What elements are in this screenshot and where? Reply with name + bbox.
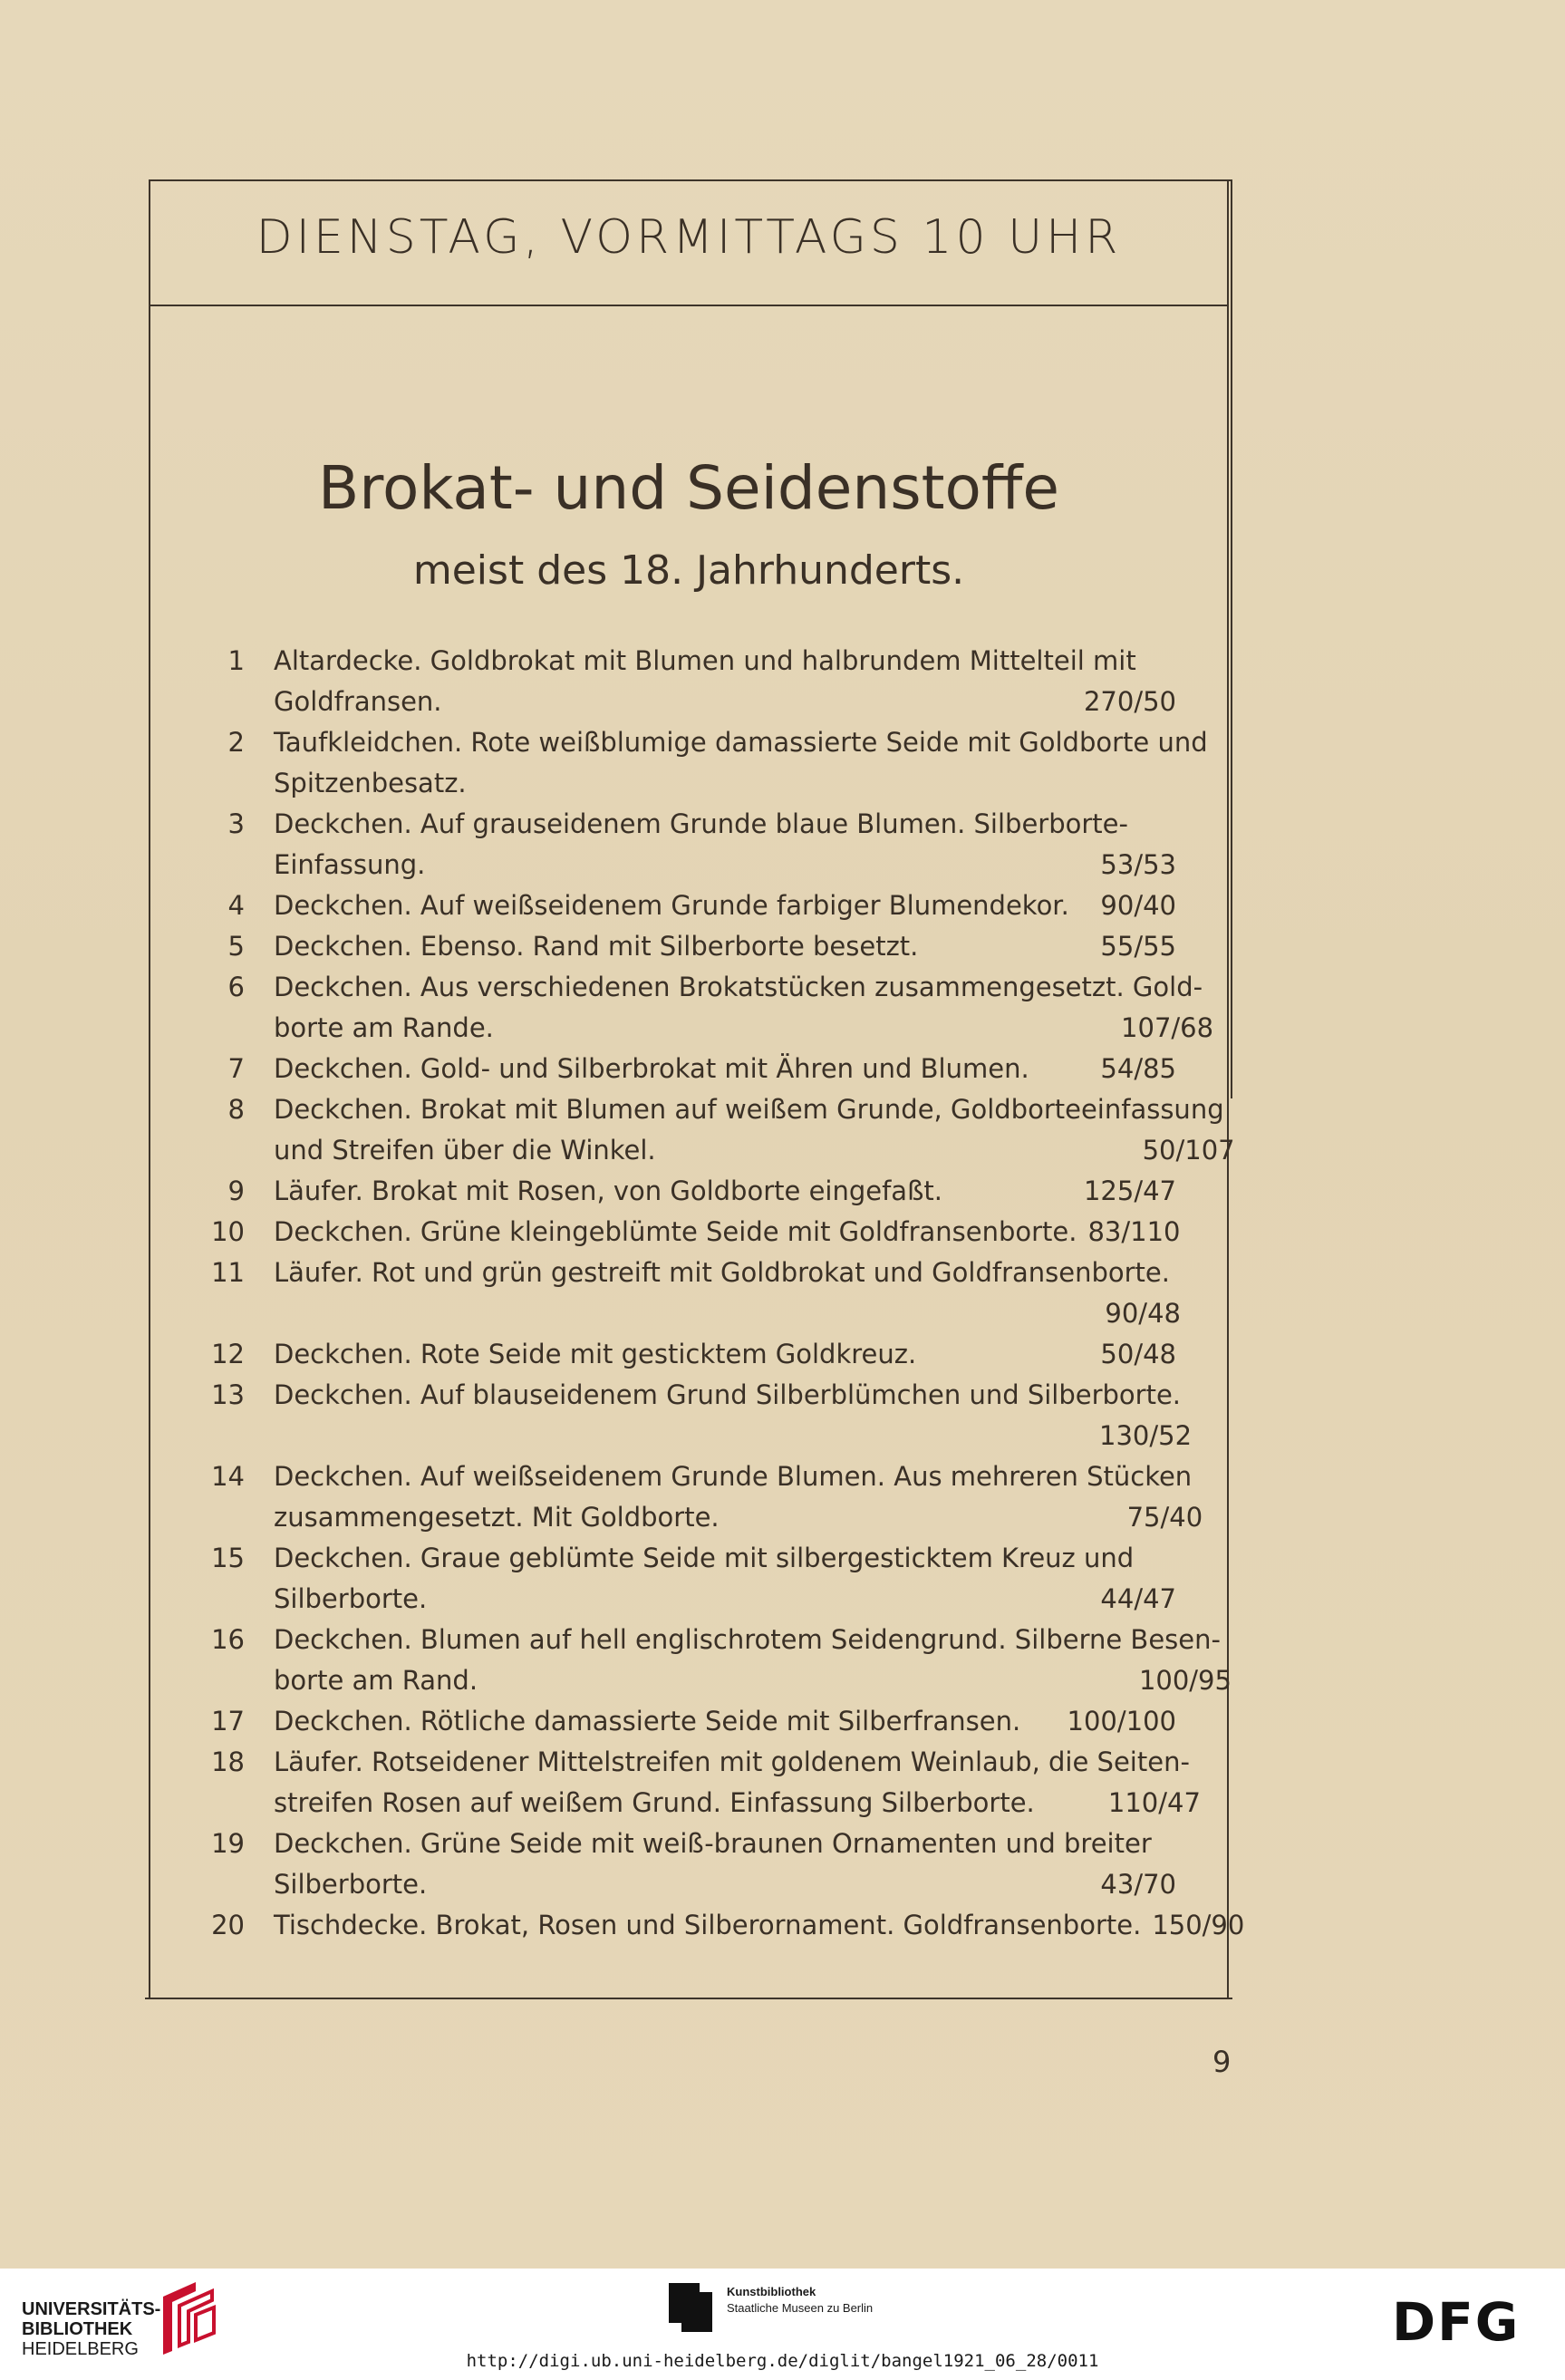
lot-line: [274, 1334, 1176, 1375]
lot-line-text: Läufer. Rotseidener Mittelstreifen mit goldenem Weinlaub, die Seiten-: [274, 1746, 1190, 1777]
lot-item: [181, 641, 1176, 722]
lot-number: 4: [227, 890, 245, 921]
lot-line-text: Deckchen. Aus verschiedenen Brokatstücken zusammengesetzt. Gold-: [274, 972, 1203, 1002]
lot-number: 1: [227, 645, 245, 676]
lot-description: [274, 1089, 1235, 1171]
lot-description: [274, 967, 1213, 1049]
lot-line-text: und Streifen über die Winkel.: [274, 1135, 656, 1166]
lot-item: [181, 1456, 1203, 1538]
lot-line: [274, 1660, 1232, 1701]
lot-price: 43/70: [1100, 1869, 1176, 1900]
lot-number: 3: [227, 808, 245, 839]
lot-line-text: Silberborte.: [274, 1869, 428, 1900]
lot-item: [181, 1701, 1176, 1742]
lot-price: 50/107: [1142, 1135, 1235, 1166]
lot-item: [181, 1212, 1181, 1253]
lot-number: 10: [211, 1216, 245, 1247]
lot-line-text: Deckchen. Auf weißseidenem Grunde Blumen. Aus mehreren Stücken: [274, 1461, 1193, 1492]
lot-item: [181, 1253, 1181, 1334]
lot-price: 130/52: [1099, 1420, 1193, 1451]
lot-line: [274, 967, 1213, 1008]
lot-price: 83/110: [1087, 1216, 1181, 1247]
lot-line: [274, 1089, 1235, 1130]
lot-line: [274, 1701, 1176, 1742]
lot-line-text: Deckchen. Auf grauseidenem Grunde blaue Blumen. Silberborte-: [274, 808, 1128, 839]
session-header: DIENSTAG, VORMITTAGS 10 UHR: [256, 210, 1122, 265]
lot-description: [274, 1742, 1201, 1824]
lot-line-text: borte am Rand.: [274, 1665, 478, 1696]
lot-number: 18: [211, 1746, 245, 1777]
lot-description: [274, 1049, 1176, 1089]
lot-line: [274, 845, 1176, 885]
lot-description: [274, 1253, 1181, 1334]
lot-line: [274, 926, 1176, 967]
page-frame-left: [149, 1088, 150, 1998]
lot-price: [1224, 1089, 1235, 1130]
lot-price: [1165, 804, 1176, 845]
lot-price: 100/95: [1138, 1665, 1232, 1696]
lot-line: [274, 763, 1219, 804]
lot-line: [274, 885, 1176, 926]
lot-line: [274, 1864, 1176, 1905]
lot-line-text: Einfassung.: [274, 849, 426, 880]
lot-item: [181, 1334, 1176, 1375]
lot-description: [274, 1824, 1176, 1905]
lot-number: 19: [211, 1828, 245, 1859]
lot-item: [181, 1905, 1245, 1946]
lot-item: [181, 967, 1214, 1049]
page-number: 9: [1212, 2045, 1232, 2079]
lot-description: [274, 1456, 1203, 1538]
lot-item: [181, 1049, 1176, 1089]
lot-line: [274, 1212, 1181, 1253]
lot-price: 110/47: [1107, 1787, 1201, 1818]
lot-line-text: Läufer. Rot und grün gestreift mit Goldbrokat und Goldfransenborte.: [274, 1257, 1170, 1288]
lot-line: [274, 1783, 1201, 1824]
lot-description: [274, 804, 1176, 885]
lot-line-text: Deckchen. Grüne Seide mit weiß-braunen Ornamenten und breiter: [274, 1828, 1152, 1859]
lot-number: 9: [227, 1175, 245, 1206]
lot-item: [181, 1089, 1235, 1171]
page-frame-bottom: [145, 1998, 1232, 1999]
lot-description: [274, 1538, 1176, 1620]
lot-line-text: Taufkleidchen. Rote weißblumige damassierte Seide mit Goldborte und: [274, 727, 1208, 758]
lot-number: 7: [227, 1053, 245, 1084]
lot-item: [181, 926, 1176, 967]
lot-price: [1190, 1742, 1201, 1783]
lot-price: 55/55: [1100, 931, 1176, 962]
lot-number: 13: [211, 1379, 245, 1410]
lot-line-text: Deckchen. Auf blauseidenem Grund Silberblümchen und Silberborte.: [274, 1379, 1182, 1410]
lot-number: 16: [211, 1624, 245, 1655]
uni-line2: BIBLIOTHEK: [22, 2319, 133, 2339]
lot-number: 17: [211, 1706, 245, 1737]
lot-price: 44/47: [1100, 1583, 1176, 1614]
lot-line-text: Deckchen. Rötliche damassierte Seide mit Silberfransen.: [274, 1706, 1021, 1737]
header-rule: [149, 305, 1229, 306]
uni-line3: HEIDELBERG: [22, 2339, 139, 2359]
lot-line: [274, 682, 1176, 722]
lot-line: [274, 1293, 1181, 1334]
lot-line-text: Deckchen. Gold- und Silberbrokat mit Ähren und Blumen.: [274, 1053, 1029, 1084]
lot-line-text: Deckchen. Ebenso. Rand mit Silberborte besetzt.: [274, 931, 919, 962]
lot-description: [274, 1620, 1232, 1701]
lot-line: [274, 1049, 1176, 1089]
lot-line: [274, 1620, 1232, 1660]
lot-line: [274, 1497, 1203, 1538]
lot-price: [1165, 1824, 1176, 1864]
lot-line-text: Goldfransen.: [274, 686, 442, 717]
lot-description: [274, 722, 1219, 804]
lot-line-text: Altardecke. Goldbrokat mit Blumen und halbrundem Mittelteil mit: [274, 645, 1136, 676]
lot-line-text: Läufer. Brokat mit Rosen, von Goldborte eingefaßt.: [274, 1175, 942, 1206]
lot-price: [1170, 1253, 1181, 1293]
kunstbibliothek-icon: [669, 2283, 712, 2332]
lot-item: [181, 1824, 1176, 1905]
kb-line2: Staatliche Museen zu Berlin: [727, 2301, 874, 2315]
lot-line-text: Deckchen. Blumen auf hell englischrotem Seidengrund. Silberne Besen-: [274, 1624, 1221, 1655]
lot-line: [274, 1456, 1203, 1497]
lot-price: 90/48: [1105, 1298, 1181, 1329]
lot-line: [274, 1824, 1176, 1864]
lot-line: [274, 1171, 1176, 1212]
heidelberg-library-icon: [159, 2278, 217, 2356]
lot-price: 54/85: [1100, 1053, 1176, 1084]
lot-line: [274, 722, 1219, 763]
dfg-logo: DFG: [1392, 2291, 1521, 2353]
lot-price: 125/47: [1083, 1175, 1176, 1206]
lot-description: [274, 1212, 1181, 1253]
lot-line-text: [274, 1416, 1088, 1456]
lot-line-text: Tischdecke. Brokat, Rosen und Silberornament. Goldfransenborte.: [274, 1910, 1142, 1940]
lot-line-text: Deckchen. Auf weißseidenem Grunde farbiger Blumendekor.: [274, 890, 1069, 921]
lot-line: [274, 1130, 1235, 1171]
lot-line-text: Deckchen. Graue geblümte Seide mit silbergesticktem Kreuz und: [274, 1543, 1135, 1573]
lot-number: 15: [211, 1543, 245, 1573]
lot-number: 2: [227, 727, 245, 758]
lot-line: [274, 641, 1176, 682]
lot-description: [274, 1375, 1192, 1456]
lot-price: [1203, 967, 1213, 1008]
lot-line-text: borte am Rande.: [274, 1012, 494, 1043]
kb-line1: Kunstbibliothek: [727, 2285, 816, 2298]
lot-line-text: Deckchen. Grüne kleingeblümte Seide mit Goldfransenborte.: [274, 1216, 1077, 1247]
lot-item: [181, 722, 1208, 804]
lot-price: [1221, 1620, 1232, 1660]
lot-description: [274, 1905, 1244, 1946]
lot-price: [1208, 722, 1219, 763]
lot-price: 107/68: [1121, 1012, 1214, 1043]
lot-line-text: streifen Rosen auf weißem Grund. Einfassung Silberborte.: [274, 1787, 1035, 1818]
lot-item: [181, 1375, 1193, 1456]
lot-line: [274, 1375, 1192, 1416]
page-subtitle: meist des 18. Jahrhunderts.: [412, 547, 965, 594]
lot-line-text: [274, 1293, 1094, 1334]
lot-description: [274, 1171, 1176, 1212]
lot-item: [181, 885, 1176, 926]
lot-description: [274, 1701, 1176, 1742]
lot-line-text: Spitzenbesatz.: [274, 768, 467, 798]
uni-line1: UNIVERSITÄTS-: [22, 2299, 161, 2319]
lot-item: [181, 1171, 1176, 1212]
lot-description: [274, 1334, 1176, 1375]
lot-price: 50/48: [1100, 1339, 1176, 1369]
lot-price: 90/40: [1100, 890, 1176, 921]
lot-item: [181, 1620, 1232, 1701]
lot-price: 270/50: [1083, 686, 1176, 717]
lot-line: [274, 1538, 1176, 1579]
lot-line-text: Silberborte.: [274, 1583, 428, 1614]
lot-description: [274, 885, 1176, 926]
lot-number: 20: [211, 1910, 245, 1940]
lot-number: 5: [227, 931, 245, 962]
lot-number: 8: [227, 1094, 245, 1125]
lot-price: [1165, 641, 1176, 682]
lot-line-text: Deckchen. Brokat mit Blumen auf weißem Grunde, Goldborteeinfassung: [274, 1094, 1224, 1125]
lot-description: [274, 641, 1176, 722]
lot-description: [274, 926, 1176, 967]
lot-line: [274, 1253, 1181, 1293]
kunstbibliothek-logo-text: [727, 2284, 873, 2317]
lot-price: 53/53: [1100, 849, 1176, 880]
lot-line: [274, 1008, 1213, 1049]
lot-line: [274, 804, 1176, 845]
lot-price: [1208, 763, 1219, 804]
lot-item: [181, 804, 1176, 885]
source-url[interactable]: http://digi.ub.uni-heidelberg.de/diglit/bangel1921_06_28/0011: [466, 2351, 1099, 2371]
lot-price: [1192, 1456, 1203, 1497]
lot-number: 11: [211, 1257, 245, 1288]
lot-number: 14: [211, 1461, 245, 1492]
page-title: Brokat- und Seidenstoffe: [318, 453, 1059, 523]
lot-price: 75/40: [1126, 1502, 1203, 1533]
lot-item: [181, 1538, 1176, 1620]
lot-line: [274, 1416, 1192, 1456]
lot-number: 12: [211, 1339, 245, 1369]
lot-line: [274, 1742, 1201, 1783]
lot-price: [1181, 1375, 1192, 1416]
lot-line-text: Deckchen. Rote Seide mit gesticktem Goldkreuz.: [274, 1339, 917, 1369]
lot-price: 100/100: [1067, 1706, 1176, 1737]
lot-line: [274, 1905, 1244, 1946]
lot-line-text: zusammengesetzt. Mit Goldborte.: [274, 1502, 720, 1533]
lot-line: [274, 1579, 1176, 1620]
lot-number: 6: [227, 972, 245, 1002]
lot-list: [181, 641, 1245, 1946]
lot-price: [1165, 1538, 1176, 1579]
lot-item: [181, 1742, 1201, 1824]
lot-price: 150/90: [1152, 1910, 1245, 1940]
